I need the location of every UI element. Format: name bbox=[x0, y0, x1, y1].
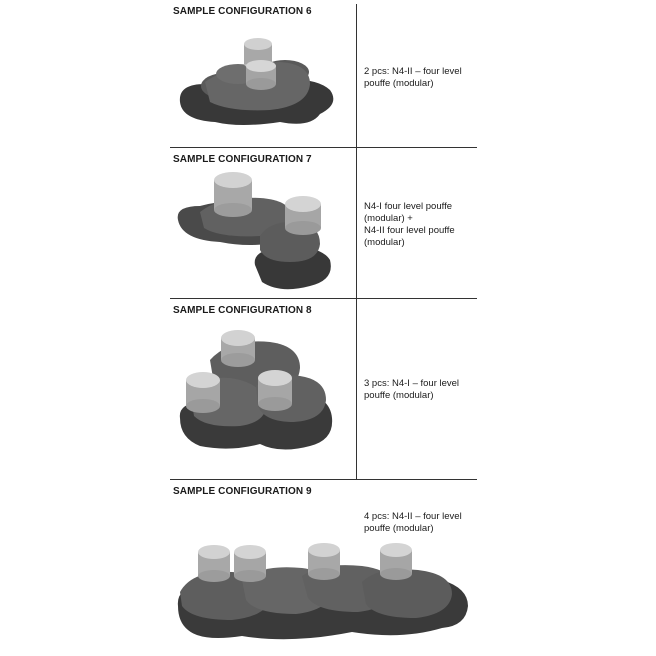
config-6-heading: SAMPLE CONFIGURATION 6 bbox=[173, 6, 312, 17]
config-9-description-line-2: pouffe (modular) bbox=[364, 523, 434, 534]
config-7-description-line-1: N4-I four level pouffe bbox=[364, 201, 453, 212]
config-6-divider bbox=[356, 4, 357, 147]
config-8-divider bbox=[356, 299, 357, 479]
config-8-description bbox=[364, 378, 459, 402]
config-8-description-line-2: pouffe (modular) bbox=[364, 390, 434, 401]
config-8-bottom-rule bbox=[170, 479, 477, 480]
config-7-divider bbox=[356, 148, 357, 298]
config-7-heading: SAMPLE CONFIGURATION 7 bbox=[173, 154, 312, 165]
config-7-bottom-rule bbox=[170, 298, 477, 299]
config-7-illustration bbox=[170, 170, 350, 300]
config-7-description-line-4: (modular) bbox=[364, 237, 405, 248]
config-6-description bbox=[364, 66, 462, 90]
config-6-illustration bbox=[170, 24, 350, 144]
config-6-bottom-rule bbox=[170, 147, 477, 148]
config-7-description bbox=[364, 201, 455, 249]
config-7-description-line-2: (modular) + bbox=[364, 213, 413, 224]
config-9-illustration bbox=[172, 540, 472, 650]
config-9-heading: SAMPLE CONFIGURATION 9 bbox=[173, 486, 312, 497]
config-9-description-line-1: 4 pcs: N4-II – four level bbox=[364, 511, 462, 522]
config-8-illustration bbox=[170, 322, 350, 472]
config-7-description-line-3: N4-II four level pouffe bbox=[364, 225, 455, 236]
config-6-description-line-2: pouffe (modular) bbox=[364, 78, 434, 89]
config-6-description-line-1: 2 pcs: N4-II – four level bbox=[364, 66, 462, 77]
config-9-description bbox=[364, 511, 462, 535]
config-8-description-line-1: 3 pcs: N4-I – four level bbox=[364, 378, 460, 389]
config-8-heading: SAMPLE CONFIGURATION 8 bbox=[173, 305, 312, 316]
